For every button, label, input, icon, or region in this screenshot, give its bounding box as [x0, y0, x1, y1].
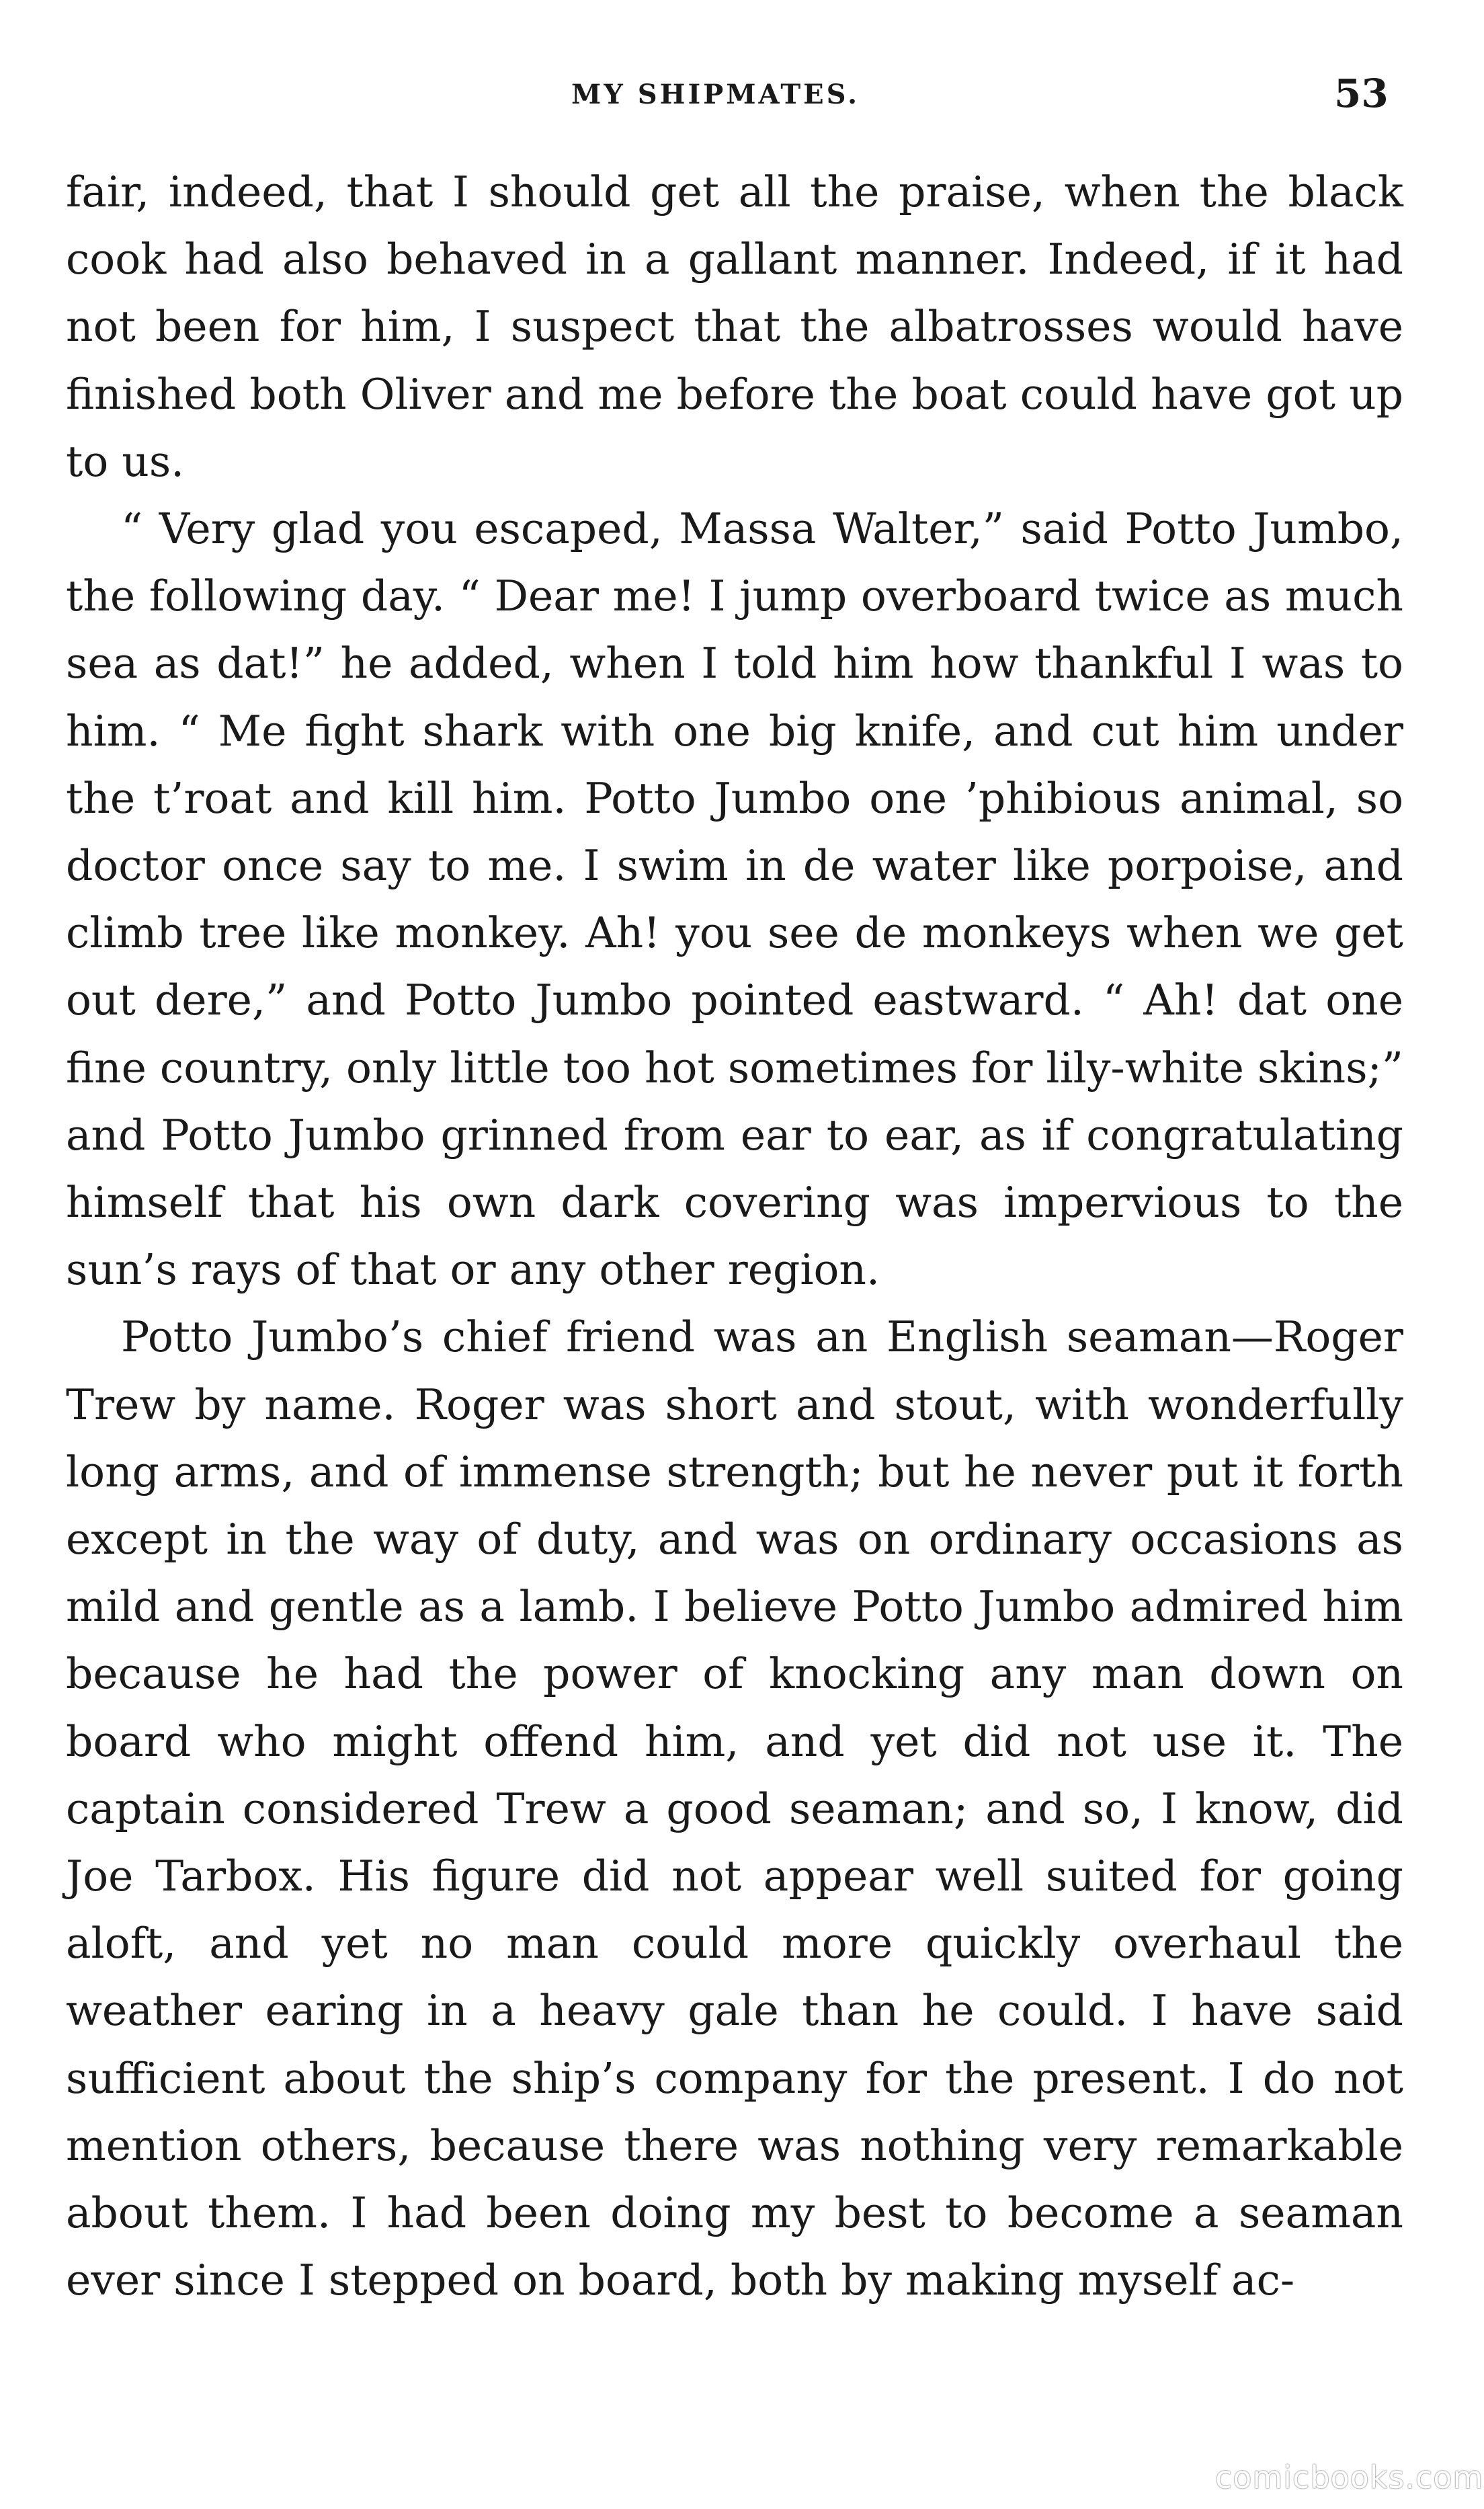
- paragraph-2: “ Very glad you escaped, Massa Walter,” said Potto Jumbo, the following day. “ Dear me! I jump overboard twice as much sea as dat!” he added, when I told him how thankful I was to him. “ Me fight shark with one big knife, and cut him under the t’roat and kill him. Potto Jumbo one ’phibious animal, so doctor once say to me. I swim in de water like porpoise, and climb tree like monkey. Ah! you see de monkeys when we get out dere,” and Potto Jumbo pointed eastward. “ Ah! dat one fine country, only little too hot sometimes for lily-white skins;” and Potto Jumbo grinned from ear to ear, as if congratulating himself that his own dark covering was impervious to the sun’s rays of that or any other region.: [66, 504, 1403, 1295]
- running-head-title: MY SHIPMATES.: [571, 79, 860, 110]
- watermark: comicbooks.com: [1215, 2459, 1484, 2496]
- page-number: 53: [1334, 71, 1389, 116]
- running-head: [0, 71, 1484, 124]
- paragraph-3: Potto Jumbo’s chief friend was an English seaman—Roger Trew by name. Roger was short and stout, with wonderfully long arms, and of immense strength; but he never put it forth except in the way of duty, and was on ordinary occasions as mild and gentle as a lamb. I believe Potto Jumbo admired him because he had the power of knocking any man down on board who might offend him, and yet did not use it. The captain considered Trew a good seaman; and so, I know, did Joe Tarbox. His figure did not appear well suited for going aloft, and yet no man could more quickly overhaul the weather earing in a heavy gale than he could. I have said sufficient about the ship’s company for the present. I do not mention others, because there was nothing very remarkable about them. I had been doing my best to become a seaman ever since I stepped on board, both by making myself ac-: [66, 1312, 1403, 2305]
- paragraph-1: fair, indeed, that I should get all the praise, when the black cook had also behaved in a gallant manner. Indeed, if it had not been for him, I suspect that the albatrosses would have finished both Oliver and me before the boat could have got up to us.: [66, 167, 1403, 486]
- body-text: [66, 159, 1403, 2315]
